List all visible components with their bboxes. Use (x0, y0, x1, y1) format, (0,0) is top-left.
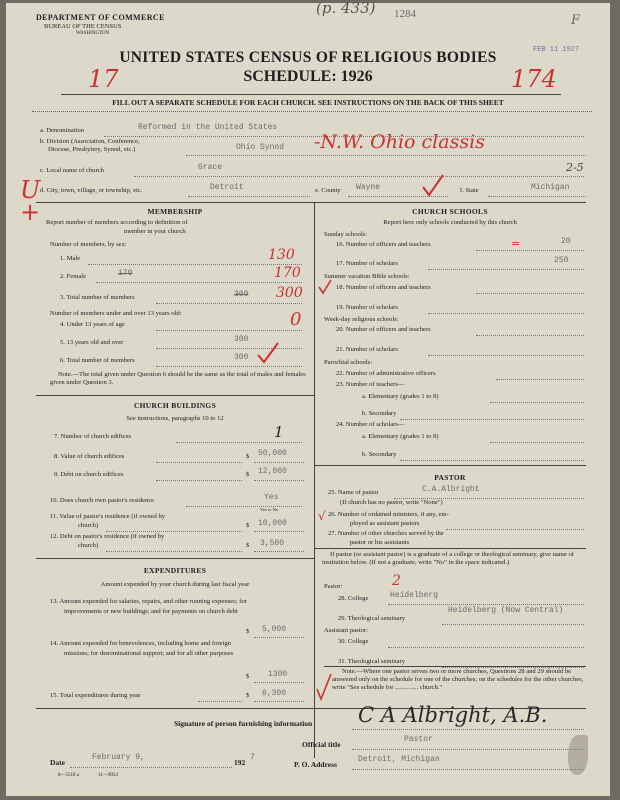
q28-label: 28. College (338, 595, 369, 602)
weekday-schools-label: Week-day religious schools: (324, 316, 399, 323)
summer-schools-label: Summer vacation Bible schools: (324, 273, 410, 280)
pastor-title: PASTOR (434, 473, 466, 482)
print-code-2: 11—9054 (98, 773, 118, 778)
address-label: P. O. Address (294, 760, 337, 769)
dollar-sign: $ (246, 471, 250, 478)
pastor-note: Note.—Where one pastor serves two or more churches, Questions 28 and 29 should be answered only on the schedule for one of the churches; on the schedules for the other churches, write "See schedule for .............. church." (332, 668, 584, 691)
form-subtitle: SCHEDULE: 1926 (243, 68, 373, 85)
q16-label: 16. Number of officers and teachers (336, 241, 431, 248)
q3-total-label: 3. Total number of members (60, 294, 135, 301)
q6-total-value: 300 (234, 353, 249, 362)
q25-note: (If church has no pastor, write "None") (340, 499, 443, 506)
division-handwritten: -N.W. Ohio classis (314, 131, 485, 153)
q18-label: 18. Number of officers and teachers (336, 284, 431, 291)
signature-label: Signature of person furnishing information (174, 719, 313, 728)
q28-handwritten: 2 (392, 573, 401, 589)
q11-value: 10,000 (258, 519, 287, 528)
date-value: February 9, (92, 753, 145, 762)
q27-label-1: 27. Number of other churches served by the (328, 530, 444, 537)
members-by-sex: Number of members, by sex: (50, 241, 127, 248)
paper-tear (568, 735, 588, 775)
q1-male-label: 1. Male (60, 255, 81, 262)
q10-label: 10. Does church own pastor's residence (50, 497, 155, 504)
q16-value: 20 (561, 237, 571, 246)
q6-total-label: 6. Total number of members (60, 357, 135, 364)
print-code: 8—5518 a (58, 773, 79, 778)
q26-label-1: 26. Number of ordained ministers, if any, em- (328, 511, 449, 518)
q17-value: 250 (554, 256, 569, 265)
q4-under13-label: 4. Under 13 years of age (60, 321, 125, 328)
city-label: d. City, town, village, or township, etc. (40, 187, 143, 194)
hand-number-left: 17 (88, 65, 119, 93)
form-title: UNITED STATES CENSUS OF RELIGIOUS BODIES (119, 49, 497, 66)
q25-label: 25. Name of pastor (328, 489, 379, 496)
expenditures-title: EXPENDITURES (143, 566, 207, 575)
q19-label: 19. Number of scholars (336, 304, 398, 311)
form-number: 1284 (394, 8, 416, 20)
q16-check: = (511, 237, 521, 250)
schools-title: CHURCH SCHOOLS (412, 207, 488, 216)
q2-female-label: 2. Female (60, 273, 87, 280)
q13-label: 13. Amount expended for salaries, repairs, and other running expenses; for improvements or new buildings; and for payments on church debt (50, 598, 247, 615)
official-title-label: Official title (302, 740, 341, 749)
q24b-label: b. Secondary (362, 451, 397, 458)
q13-value: 5,000 (262, 625, 287, 634)
q14-value: 1300 (268, 670, 288, 679)
corner-mark: F (571, 13, 581, 28)
q9-value: 12,000 (258, 467, 287, 476)
official-title-value: Pastor (404, 735, 433, 744)
city-value: Detroit (210, 183, 244, 192)
q8-label: 8. Value of church edifices (54, 453, 125, 460)
q12-label-2: church) (78, 542, 99, 549)
address-value: Detroit, Michigan (358, 755, 440, 764)
q12-label-1: 12. Debt on pastor's residence (if owned by (50, 533, 165, 540)
dollar-sign: $ (246, 692, 250, 699)
year-digit: 7 (250, 753, 255, 762)
q25-value: C.A.Albright (422, 485, 480, 494)
q2-female-typed: 170 (118, 269, 133, 278)
q3-total-typed: 300 (234, 290, 249, 299)
membership-intro-1: Report number of members according to definition of (46, 219, 188, 226)
year-label: 192 (234, 758, 246, 767)
check-mark (421, 173, 445, 199)
q7-label: 7. Number of church edifices (54, 433, 132, 440)
q5-over13-value: 300 (234, 335, 249, 344)
local-name-label: c. Local name of church (40, 167, 104, 174)
expenditures-sub: Amount expended by your church during last fiscal year (100, 581, 250, 588)
dollar-sign: $ (246, 673, 250, 680)
dollar-sign: $ (246, 453, 250, 460)
division-value: Ohio Synod (236, 143, 285, 152)
q2-female-value: 170 (274, 265, 301, 281)
received-stamp: FEB 11 1927 (533, 46, 580, 54)
instruction-line: FILL OUT A SEPARATE SCHEDULE FOR EACH CHURCH. SEE INSTRUCTIONS ON THE BACK OF THIS SHEET (112, 98, 504, 107)
q23a-label: a. Elementary (grades 1 to 8) (362, 393, 439, 400)
denomination-label: a. Denomination (40, 127, 84, 134)
membership-title: MEMBERSHIP (147, 207, 203, 216)
q24a-label: a. Elementary (grades 1 to 8) (362, 433, 439, 440)
q29-value: Heidelberg (Now Central) (448, 606, 564, 615)
schools-sub: Report here only schools conducted by this church (383, 219, 517, 226)
check-mark (318, 279, 332, 295)
parochial-schools-label: Parochial schools: (324, 359, 373, 366)
q15-value: 6,300 (262, 689, 287, 698)
q20-label: 20. Number of officers and teachers (336, 326, 431, 333)
q23-label: 23. Number of teachers— (336, 381, 405, 388)
margin-mark: U + (20, 176, 41, 226)
membership-intro-2: member in your church (124, 228, 186, 235)
local-name-handwritten: 2-5 (566, 161, 584, 174)
q11-label-1: 11. Value of pastor's residence (if owned by (50, 513, 166, 520)
sunday-schools-label: Sunday schools: (324, 231, 368, 238)
q24-label: 24. Number of scholars— (336, 421, 405, 428)
state-value: Michigan (531, 183, 570, 192)
division-label-1: b. Division (Association, Conference, (40, 138, 140, 145)
denomination-value: Reformed in the United States (138, 123, 278, 132)
graduate-note: If pastor (or assistant pastor) is a graduate of a college or theological seminary, give name of institution below. (If not a graduate, write "No" in the space indicated.) (322, 551, 575, 566)
membership-note: Note.—The total given under Question 6 should be the same as the total of males and females given under Question 3. (50, 371, 306, 386)
q31-label: 31. Theological seminary (338, 658, 406, 665)
q11-label-2: church) (78, 522, 99, 529)
q5-over13-label: 5. 13 years old and over (60, 339, 124, 346)
date-label: Date (50, 758, 65, 767)
bureau-heading: BUREAU OF THE CENSUS (44, 23, 122, 30)
q27-label-2: pastor or his assistants (350, 539, 410, 546)
age-intro: Number of members under and over 13 years old: (50, 310, 182, 317)
q30-label: 30. College (338, 638, 369, 645)
q23b-label: b. Secondary (362, 410, 397, 417)
buildings-title: CHURCH BUILDINGS (133, 401, 217, 410)
q17-label: 17. Number of scholars (336, 260, 398, 267)
q9-label: 9. Debt on church edifices (54, 471, 124, 478)
check-mark (256, 341, 280, 365)
q7-value: 1 (274, 423, 284, 441)
q22-label: 22. Number of administrative officers (336, 370, 436, 377)
pencil-note: (p. 433) (316, 0, 376, 17)
dollar-sign: $ (246, 542, 250, 549)
q3-total-value: 300 (276, 285, 303, 301)
q14-label: 14. Amount expended for benevolences, including home and foreign missions; for denominational support; and for all other purposes (50, 640, 234, 657)
dollar-sign: $ (246, 628, 250, 635)
q26-mark: √ (318, 509, 326, 523)
assistant-sublabel: Assistant pastor: (324, 627, 368, 634)
hand-number-right: 174 (511, 65, 557, 93)
buildings-sub: See instructions, paragraphs 10 to 12 (126, 415, 224, 422)
county-label: e. County (315, 187, 341, 194)
q12-value: 3,500 (260, 539, 285, 548)
q10-hint: Yes or No (260, 507, 279, 512)
dollar-sign: $ (246, 522, 250, 529)
q26-label-2: ployed as assistant pastors (350, 520, 420, 527)
division-label-2: Diocese, Presbytery, Synod, etc.) (48, 146, 136, 153)
q1-male-value: 130 (268, 247, 295, 263)
q10-value: Yes (264, 493, 279, 502)
local-name-value: Grace (198, 163, 223, 172)
q28-value: Heidelberg (390, 591, 439, 600)
city-heading: WASHINGTON (76, 31, 110, 36)
census-schedule-sheet (6, 0, 610, 796)
q21-label: 21. Number of scholars (336, 346, 398, 353)
q15-label: 15. Total expenditures during year (50, 692, 141, 699)
pastor-sublabel: Pastor: (324, 583, 343, 590)
q4-under13-value: 0 (290, 309, 302, 330)
state-label: f. State (460, 187, 479, 194)
q8-value: 50,000 (258, 449, 287, 458)
signature: C A Albright, A.B. (358, 703, 548, 727)
check-mark (316, 673, 332, 701)
department-heading: DEPARTMENT OF COMMERCE (36, 13, 165, 22)
q29-label: 29. Theological seminary (338, 615, 406, 622)
county-value: Wayne (356, 183, 381, 192)
